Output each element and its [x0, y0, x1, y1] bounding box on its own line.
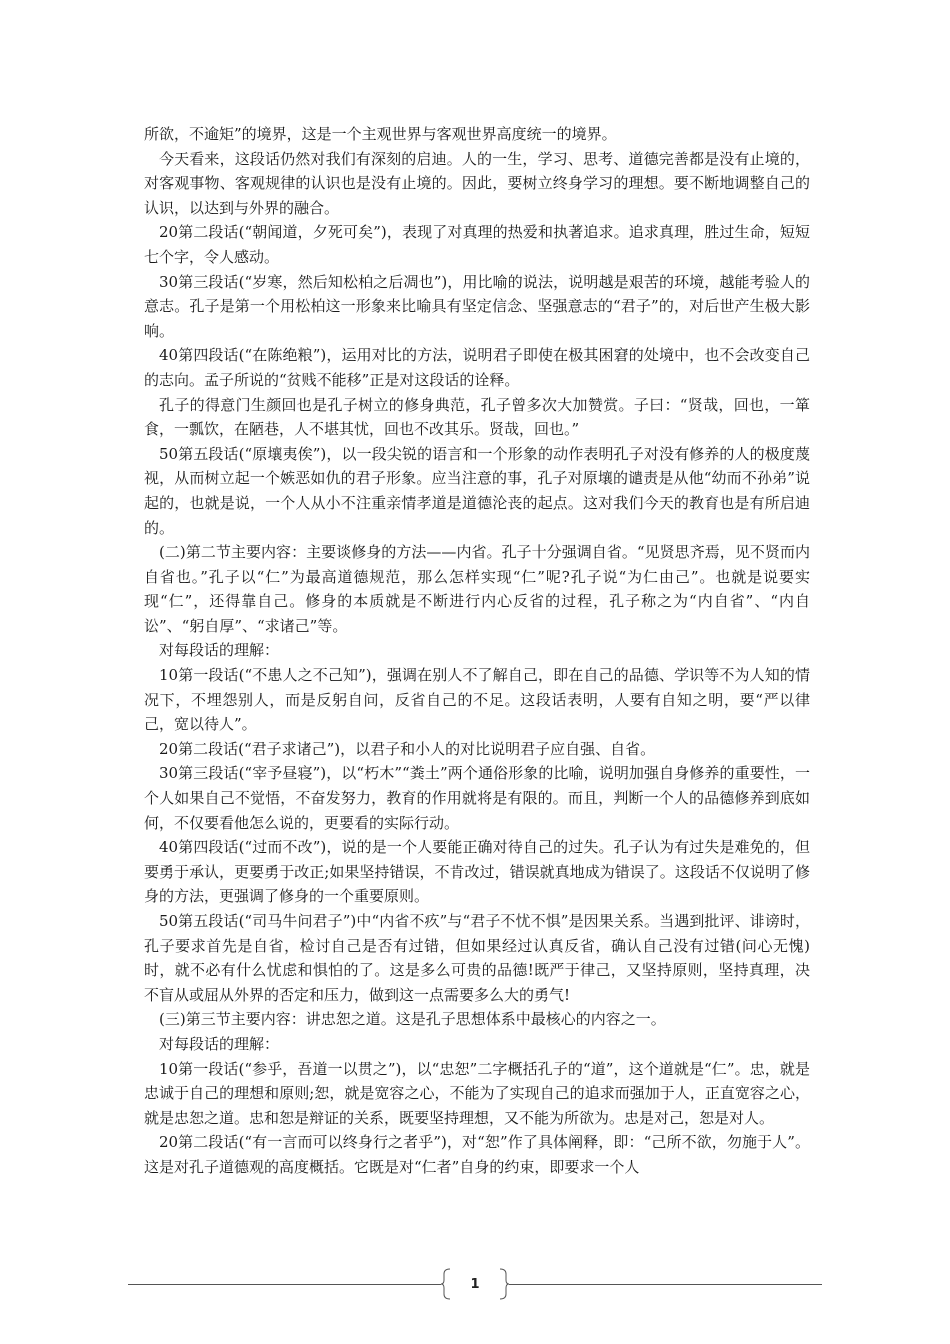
paragraph: 今天看来，这段话仍然对我们有深刻的启迪。人的一生，学习、思考、道德完善都是没有止境的，对客观事物、客观规律的认识也是没有止境的。因此，要树立终身学习的理想。要不断地调整自己的认识，以达到与外界的融合。: [144, 149, 810, 217]
paragraph: 40第四段话(“在陈绝粮”)，运用对比的方法，说明君子即使在极其困窘的处境中，也不会改变自己的志向。孟子所说的“贫贱不能移”正是对这段话的诠释。: [144, 346, 810, 389]
page-number: 1: [470, 1276, 480, 1292]
document-body: [144, 122, 810, 1180]
paragraph: (二)第二节主要内容：主要谈修身的方法——内省。孔子十分强调自省。“见贤思齐焉，见不贤而内自省也。”孔子以“仁”为最高道德规范，那么怎样实现“仁”呢?孔子说“为仁由己”。也就是说要实现“仁”，还得靠自己。修身的本质就是不断进行内心反省的过程，孔子称之为“内自省”、“内自讼”、“躬自厚”、“求诸己”等。: [144, 543, 810, 635]
paragraph: (三)第三节主要内容：讲忠恕之道。这是孔子思想体系中最核心的内容之一。: [159, 1010, 666, 1029]
page-number-box: [441, 1268, 509, 1300]
paragraph: 40第四段话(“过而不改”)，说的是一个人要能正确对待自己的过失。孔子认为有过失是难免的，但要勇于承认，更要勇于改正;如果坚持错误，不肯改过，错误就真地成为错误了。这段话不仅说明了修身的方法，更强调了修身的一个重要原则。: [144, 838, 810, 906]
paragraph: 30第三段话(“宰予昼寝”)，以“朽木”“粪土”两个通俗形象的比喻，说明加强自身修养的重要性，一个人如果自己不觉悟，不奋发努力，教育的作用就将是有限的。而且，判断一个人的品德修养到底如何，不仅要看他怎么说的，更要看的实际行动。: [144, 764, 810, 832]
paragraph: 所欲，不逾矩”的境界，这是一个主观世界与客观世界高度统一的境界。: [144, 125, 617, 143]
paragraph: 对每段话的理解：: [159, 1034, 280, 1053]
left-brace-icon: [441, 1268, 451, 1300]
paragraph: 50第五段话(“司马牛问君子”)中“内省不疚”与“君子不忧不惧”是因果关系。当遇到批评、诽谤时，孔子要求首先是自省，检讨自己是否有过错，但如果经过认真反省，确认自己没有过错(问心无愧)时，就不必有什么忧虑和惧怕的了。这是多么可贵的品德!既严于律己，又坚持原则，坚持真理，决不盲从或屈从外界的否定和压力，做到这一点需要多么大的勇气!: [144, 912, 810, 1004]
right-brace-icon: [499, 1268, 509, 1300]
footer-rule-right: [509, 1284, 822, 1285]
paragraph: 20第二段话(“有一言而可以终身行之者乎”)，对“恕”作了具体阐释，即：“己所不欲，勿施于人”。这是对孔子道德观的高度概括。它既是对“仁者”自身的约束，即要求一个人: [144, 1133, 810, 1176]
paragraph: 20第二段话(“朝闻道，夕死可矣”)，表现了对真理的热爱和执著追求。追求真理，胜过生命，短短七个字，令人感动。: [144, 223, 810, 266]
paragraph: 对每段话的理解：: [159, 641, 280, 660]
paragraph: 孔子的得意门生颜回也是孔子树立的修身典范，孔子曾多次大加赞赏。子曰：“贤哉，回也，一箪食，一瓢饮，在陋巷，人不堪其忧，回也不改其乐。贤哉，回也。”: [144, 395, 810, 439]
paragraph: 20第二段话(“君子求诸己”)，以君子和小人的对比说明君子应自强、自省。: [159, 739, 656, 758]
footer-rule-left: [128, 1284, 441, 1285]
paragraph: 30第三段话(“岁寒，然后知松柏之后凋也”)，用比喻的说法，说明越是艰苦的环境，越能考验人的意志。孔子是第一个用松柏这一形象来比喻具有坚定信念、坚强意志的“君子”的，对后世产生极大影响。: [144, 272, 810, 340]
paragraph: 10第一段话(“参乎，吾道一以贯之”)，以“忠恕”二字概括孔子的“道”，这个道就是“仁”。忠，就是忠诚于自己的理想和原则;恕，就是宽容之心，不能为了实现自己的追求而强加于人，正直宽容之心，就是忠恕之道。忠和恕是辩证的关系，既要坚持理想，又不能为所欲为。忠是对己，恕是对人。: [144, 1059, 810, 1127]
paragraph: 10第一段话(“不患人之不己知”)，强调在别人不了解自己，即在自己的品德、学识等不为人知的情况下，不埋怨别人，而是反躬自问，反省自己的不足。这段话表明，人要有自知之明，要“严以律己，宽以待人”。: [144, 666, 810, 734]
paragraph: 50第五段话(“原壤夷俟”)，以一段尖锐的语言和一个形象的动作表明孔子对没有修养的人的极度蔑视，从而树立起一个嫉恶如仇的君子形象。应当注意的事，孔子对原壤的谴责是从他“幼而不孙弟”说起的，也就是说，一个人从小不注重亲情孝道是道德沦丧的起点。这对我们今天的教育也是有所启迪的。: [144, 444, 810, 537]
